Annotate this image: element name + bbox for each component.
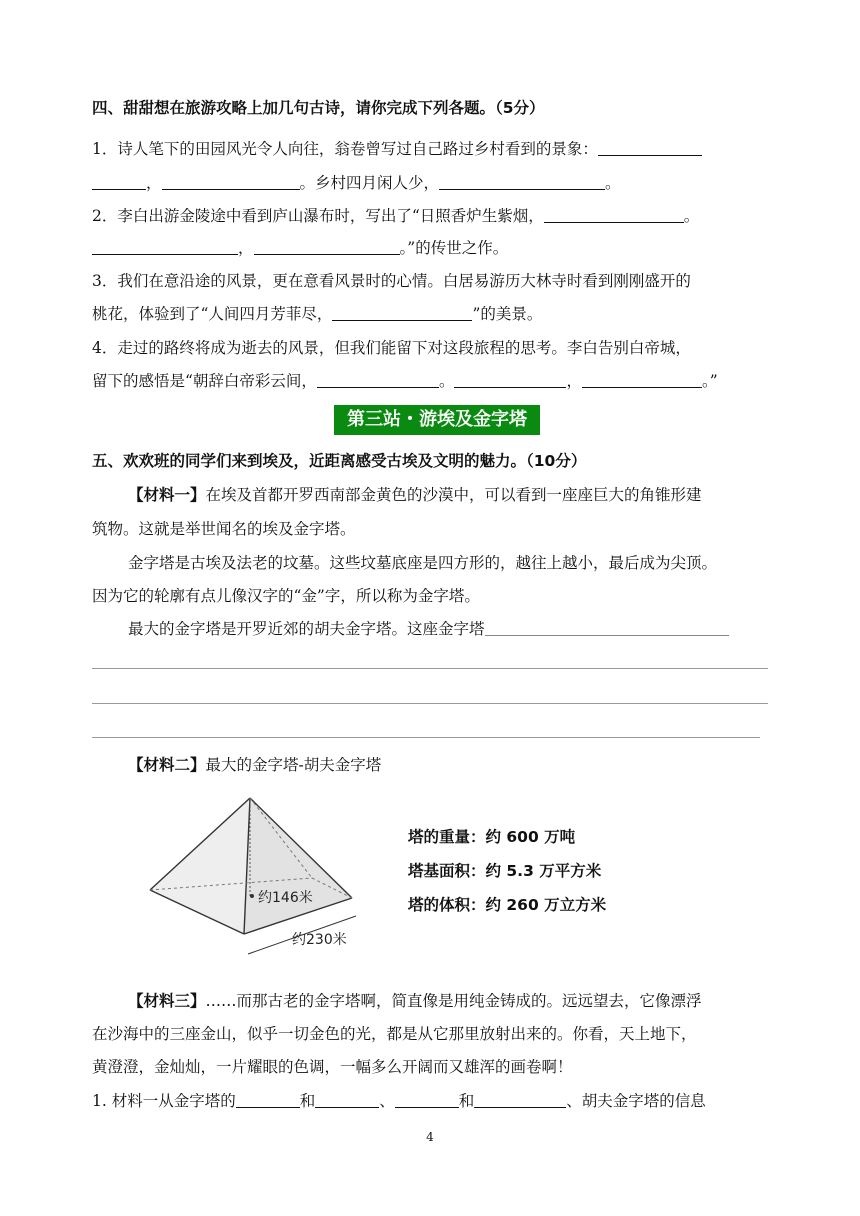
blank[interactable] [332, 304, 472, 321]
blank[interactable] [395, 1091, 459, 1108]
fact-weight: 塔的重量：约 600 万吨 [408, 828, 576, 846]
question-4-1-line1: 1．诗人笔下的田园风光令人向往，翁卷曾写过自己路过乡村看到的景象： [92, 139, 768, 159]
fact-volume: 塔的体积：约 260 万立方米 [408, 896, 607, 914]
blank[interactable] [92, 173, 146, 190]
material-1-line4: 因为它的轮廓有点儿像汉字的“金”字，所以称为金字塔。 [92, 587, 480, 605]
page-number: 4 [426, 1130, 434, 1144]
answer-line[interactable] [92, 737, 760, 738]
question-5-1-line1: 1. 材料一从金字塔的 和 、 和 、胡夫金字塔的信息 [92, 1092, 706, 1110]
height-label: 约146米 [258, 890, 313, 906]
material-3-line3: 黄澄澄，金灿灿，一片耀眼的色调，一幅多么开阔而又雄浑的画卷啊！ [92, 1058, 573, 1076]
answer-line[interactable] [92, 703, 768, 704]
material-3-line1: 【材料三】……而那古老的金字塔啊，简直像是用纯金铸成的。远远望去，它像漂浮 [128, 992, 702, 1010]
section4-heading: 四、甜甜想在旅游攻略上加几句古诗，请你完成下列各题。（5分） [92, 99, 545, 117]
station-banner: 第三站・游埃及金字塔 [334, 405, 540, 435]
blank[interactable] [582, 371, 702, 388]
material-2-title: 【材料二】最大的金字塔-胡夫金字塔 [128, 756, 382, 774]
material-1-line3: 金字塔是古埃及法老的坟墓。这些坟墓底座是四方形的，越往上越小，最后成为尖顶。 [128, 554, 718, 572]
question-4-4-line2: 留下的感悟是“朝辞白帝彩云间， 。 ， 。” [92, 372, 718, 390]
blank[interactable] [92, 238, 238, 255]
blank[interactable] [544, 206, 684, 223]
section5-heading: 五、欢欢班的同学们来到埃及，近距离感受古埃及文明的魅力。（10分） [92, 452, 587, 470]
answer-blank[interactable] [485, 619, 729, 636]
blank[interactable] [454, 371, 566, 388]
material-3-line2: 在沙海中的三座金山，似乎一切金色的光，都是从它那里放射出来的。你看，天上地下， [92, 1025, 697, 1043]
question-4-2-line1: 2．李白出游金陵途中看到庐山瀑布时，写出了“日照香炉生紫烟， 。 [92, 207, 700, 225]
blank[interactable] [598, 139, 702, 156]
blank[interactable] [254, 238, 400, 255]
material-1-line2: 筑物。这就是举世闻名的埃及金字塔。 [92, 520, 356, 538]
blank[interactable] [317, 371, 439, 388]
pyramid-diagram [140, 792, 380, 964]
material-1-line1: 【材料一】在埃及首都开罗西南部金黄色的沙漠中，可以看到一座座巨大的角锥形建 [128, 486, 702, 504]
blank[interactable] [236, 1091, 300, 1108]
question-4-4-line1: 4．走过的路终将成为逝去的风景，但我们能留下对这段旅程的思考。李白告别白帝城， [92, 339, 691, 357]
question-4-2-line2: ， 。”的传世之作。 [92, 238, 768, 258]
question-4-3-line2: 桃花，体验到了“人间四月芳菲尽， ”的美景。 [92, 305, 543, 323]
question-4-3-line1: 3．我们在意沿途的风景，更在意看风景时的心情。白居易游历大林寺时看到刚刚盛开的 [92, 272, 691, 290]
blank[interactable] [439, 173, 605, 190]
answer-line[interactable] [92, 668, 768, 669]
fact-base-area: 塔基面积：约 5.3 万平方米 [408, 862, 602, 880]
blank[interactable] [474, 1091, 566, 1108]
material-1-line5: 最大的金字塔是开罗近郊的胡夫金字塔。这座金字塔 [128, 619, 768, 639]
base-label: 约230米 [292, 932, 347, 948]
blank[interactable] [315, 1091, 379, 1108]
question-4-1-line2: ， 。乡村四月闲人少， 。 [92, 173, 768, 193]
pyramid-facts [408, 820, 606, 922]
blank[interactable] [162, 173, 300, 190]
